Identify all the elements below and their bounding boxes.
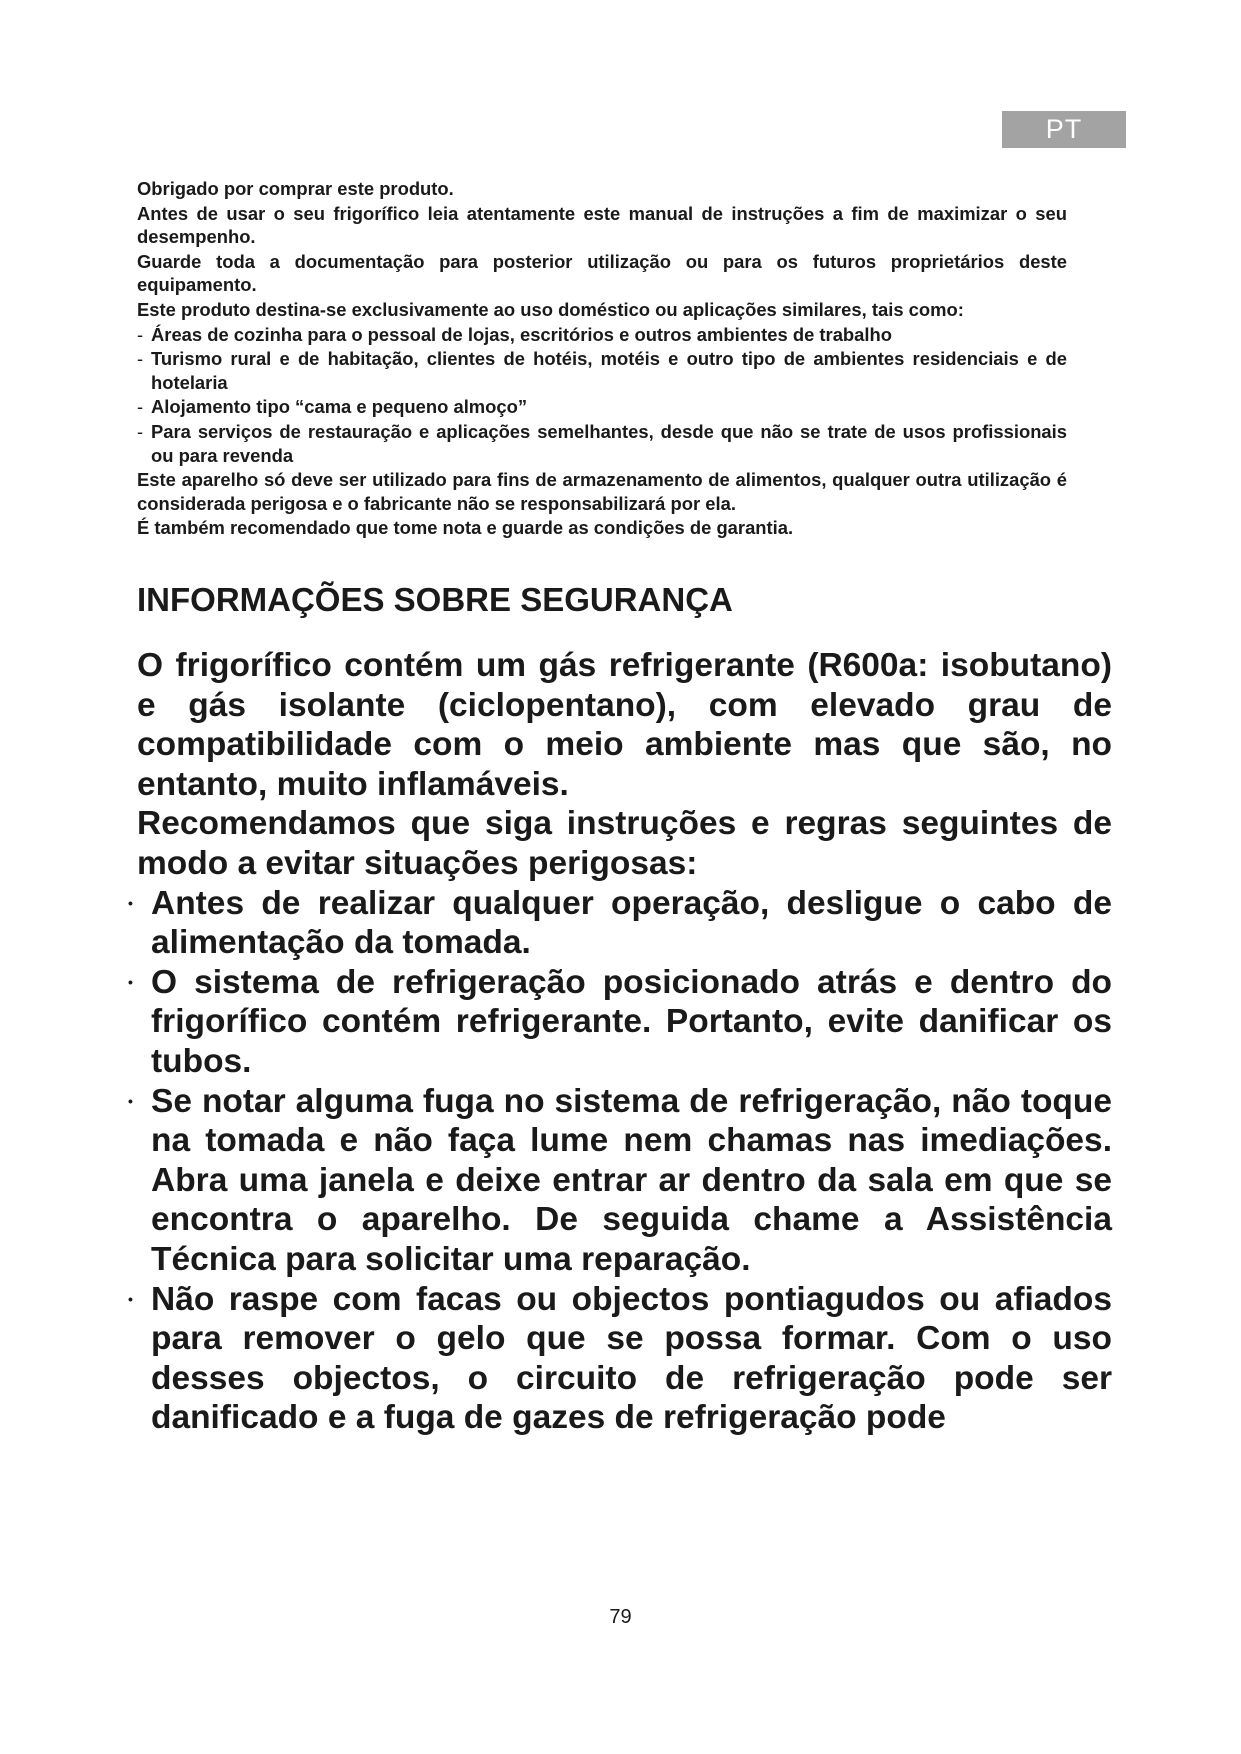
intro-paragraph: Guarde toda a documentação para posterior utilização ou para os futuros proprietários deste equipamento. xyxy=(137,250,1067,296)
list-item: • O sistema de refrigeração posicionado atrás e dentro do frigorífico contém refrigerante. Portanto, evite danificar os tubos. xyxy=(137,963,1112,1082)
safety-lead-paragraph: Recomendamos que siga instruções e regras seguintes de modo a evitar situações perigosas: xyxy=(137,805,1112,882)
intro-paragraph: Obrigado por comprar este produto. xyxy=(137,178,454,199)
list-item: • Não raspe com facas ou objectos pontiagudos ou afiados para remover o gelo que se possa formar. Com o uso desses objectos, o circuito de refrigeração pode ser danificado e a fuga de gazes de refrigeração pode xyxy=(137,1280,1112,1438)
safety-bullet-list xyxy=(137,884,1112,1438)
list-item: • Se notar alguma fuga no sistema de refrigeração, não toque na tomada e não faça lume nem chamas nas imediações. Abra uma janela e deixe entrar ar dentro da sala em que se encontra o aparelho. De seguida chame a Assistência Técnica para solicitar uma reparação. xyxy=(137,1082,1112,1280)
page-number: 79 xyxy=(609,1606,632,1628)
intro-section xyxy=(137,177,1067,541)
safety-section xyxy=(137,646,1112,1438)
list-item: - Áreas de cozinha para o pessoal de lojas, escritórios e outros ambientes de trabalho xyxy=(137,323,1067,347)
intended-uses-list xyxy=(137,323,1067,468)
safety-lead-paragraph: O frigorífico contém um gás refrigerante (R600a: isobutano) e gás isolante (ciclopentano), com elevado grau de compatibilidade com o meio ambiente mas que são, no entanto, muito inflamáveis. xyxy=(137,647,1112,803)
list-item: • Antes de realizar qualquer operação, desligue o cabo de alimentação da tomada. xyxy=(137,884,1112,963)
list-item: - Alojamento tipo “cama e pequeno almoço” xyxy=(137,395,1067,419)
list-item: - Turismo rural e de habitação, clientes de hotéis, motéis e outro tipo de ambientes residenciais e de hotelaria xyxy=(137,347,1067,394)
language-badge: PT xyxy=(1002,111,1126,148)
intro-paragraph: Este produto destina-se exclusivamente ao uso doméstico ou aplicações similares, tais como: xyxy=(137,298,964,320)
intro-paragraph: É também recomendado que tome nota e guarde as condições de garantia. xyxy=(137,517,794,539)
list-item: - Para serviços de restauração e aplicações semelhantes, desde que não se trate de usos profissionais ou para revenda xyxy=(137,420,1067,467)
safety-section-title: INFORMAÇÕES SOBRE SEGURANÇA xyxy=(137,581,733,618)
intro-paragraph: Antes de usar o seu frigorífico leia atentamente este manual de instruções a fim de maximizar o seu desempenho. xyxy=(137,202,1067,248)
intro-paragraph: Este aparelho só deve ser utilizado para fins de armazenamento de alimentos, qualquer outra utilização é considerada perigosa e o fabricante não se responsabilizará por ela. xyxy=(137,469,1067,514)
